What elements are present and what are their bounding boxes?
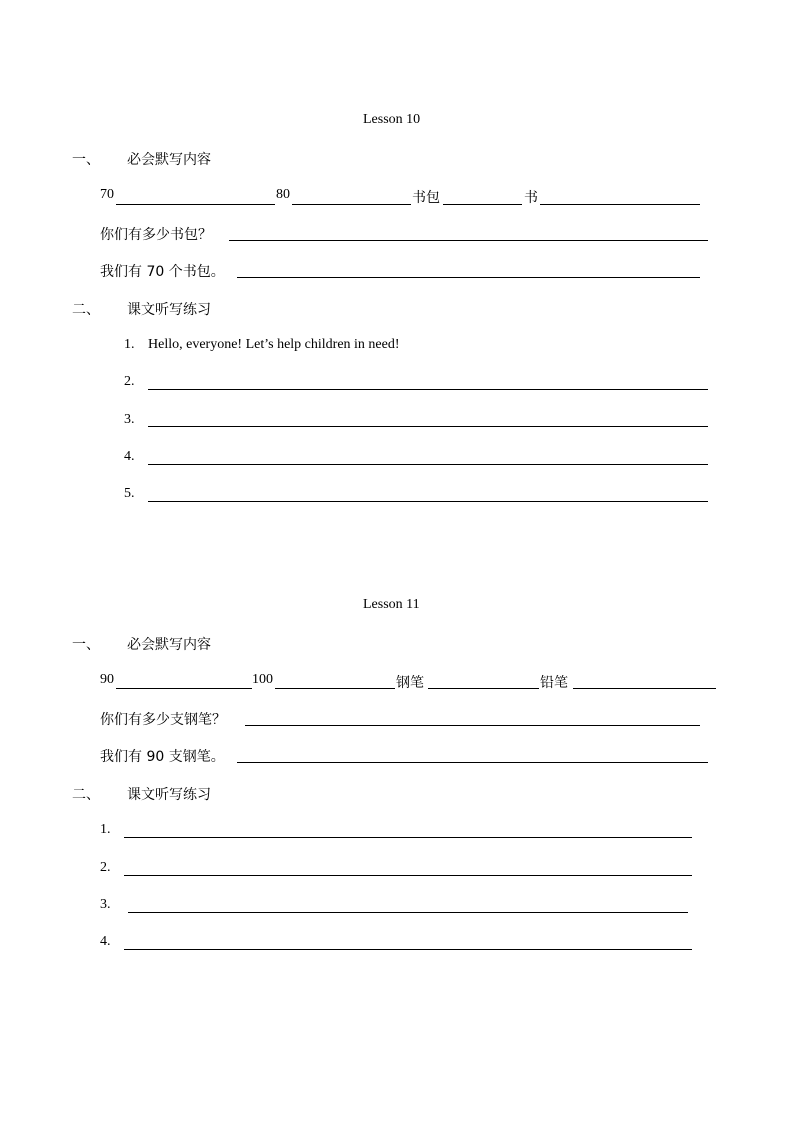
dictation-sentence: Hello, everyone! Let’s help children in need! bbox=[148, 337, 400, 352]
blank-line[interactable] bbox=[124, 875, 692, 876]
item-number: 2. bbox=[100, 860, 111, 875]
word-prompt: 100 bbox=[252, 672, 273, 687]
blank-line[interactable] bbox=[148, 464, 708, 465]
blank-line[interactable] bbox=[292, 204, 411, 205]
question-prompt: 你们有多少书包？ bbox=[100, 227, 212, 243]
answer-prompt: 我们有 70 个书包。 bbox=[100, 264, 225, 280]
lesson-title: Lesson 10 bbox=[363, 112, 421, 127]
blank-line[interactable] bbox=[116, 688, 252, 689]
blank-line[interactable] bbox=[245, 725, 700, 726]
blank-line[interactable] bbox=[124, 949, 692, 950]
section-number: 一、 bbox=[72, 637, 100, 653]
word-prompt: 书 bbox=[524, 190, 538, 206]
blank-line[interactable] bbox=[540, 204, 700, 205]
blank-line[interactable] bbox=[428, 688, 539, 689]
section-heading: 课文听写练习 bbox=[127, 302, 211, 318]
word-prompt: 90 bbox=[100, 672, 114, 687]
item-number: 2. bbox=[124, 374, 135, 389]
section-heading: 必会默写内容 bbox=[127, 152, 211, 168]
item-number: 4. bbox=[124, 449, 135, 464]
word-prompt: 书包 bbox=[412, 190, 440, 206]
item-number: 1. bbox=[124, 337, 135, 352]
blank-line[interactable] bbox=[275, 688, 395, 689]
answer-prompt: 我们有 90 支钢笔。 bbox=[100, 749, 225, 765]
word-prompt: 钢笔 bbox=[396, 675, 424, 691]
word-prompt: 铅笔 bbox=[540, 675, 568, 691]
section-heading: 必会默写内容 bbox=[127, 637, 211, 653]
blank-line[interactable] bbox=[148, 426, 708, 427]
blank-line[interactable] bbox=[116, 204, 275, 205]
blank-line[interactable] bbox=[148, 389, 708, 390]
item-number: 3. bbox=[124, 412, 135, 427]
blank-line[interactable] bbox=[124, 837, 692, 838]
blank-line[interactable] bbox=[128, 912, 688, 913]
item-number: 5. bbox=[124, 486, 135, 501]
blank-line[interactable] bbox=[237, 762, 708, 763]
section-number: 二、 bbox=[72, 787, 100, 803]
blank-line[interactable] bbox=[443, 204, 522, 205]
item-number: 1. bbox=[100, 822, 111, 837]
blank-line[interactable] bbox=[148, 501, 708, 502]
item-number: 3. bbox=[100, 897, 111, 912]
blank-line[interactable] bbox=[229, 240, 708, 241]
question-prompt: 你们有多少支钢笔？ bbox=[100, 712, 226, 728]
section-number: 一、 bbox=[72, 152, 100, 168]
item-number: 4. bbox=[100, 934, 111, 949]
word-prompt: 80 bbox=[276, 187, 290, 202]
blank-line[interactable] bbox=[573, 688, 716, 689]
word-prompt: 70 bbox=[100, 187, 114, 202]
section-heading: 课文听写练习 bbox=[127, 787, 211, 803]
lesson-title: Lesson 11 bbox=[363, 597, 420, 612]
section-number: 二、 bbox=[72, 302, 100, 318]
blank-line[interactable] bbox=[237, 277, 700, 278]
